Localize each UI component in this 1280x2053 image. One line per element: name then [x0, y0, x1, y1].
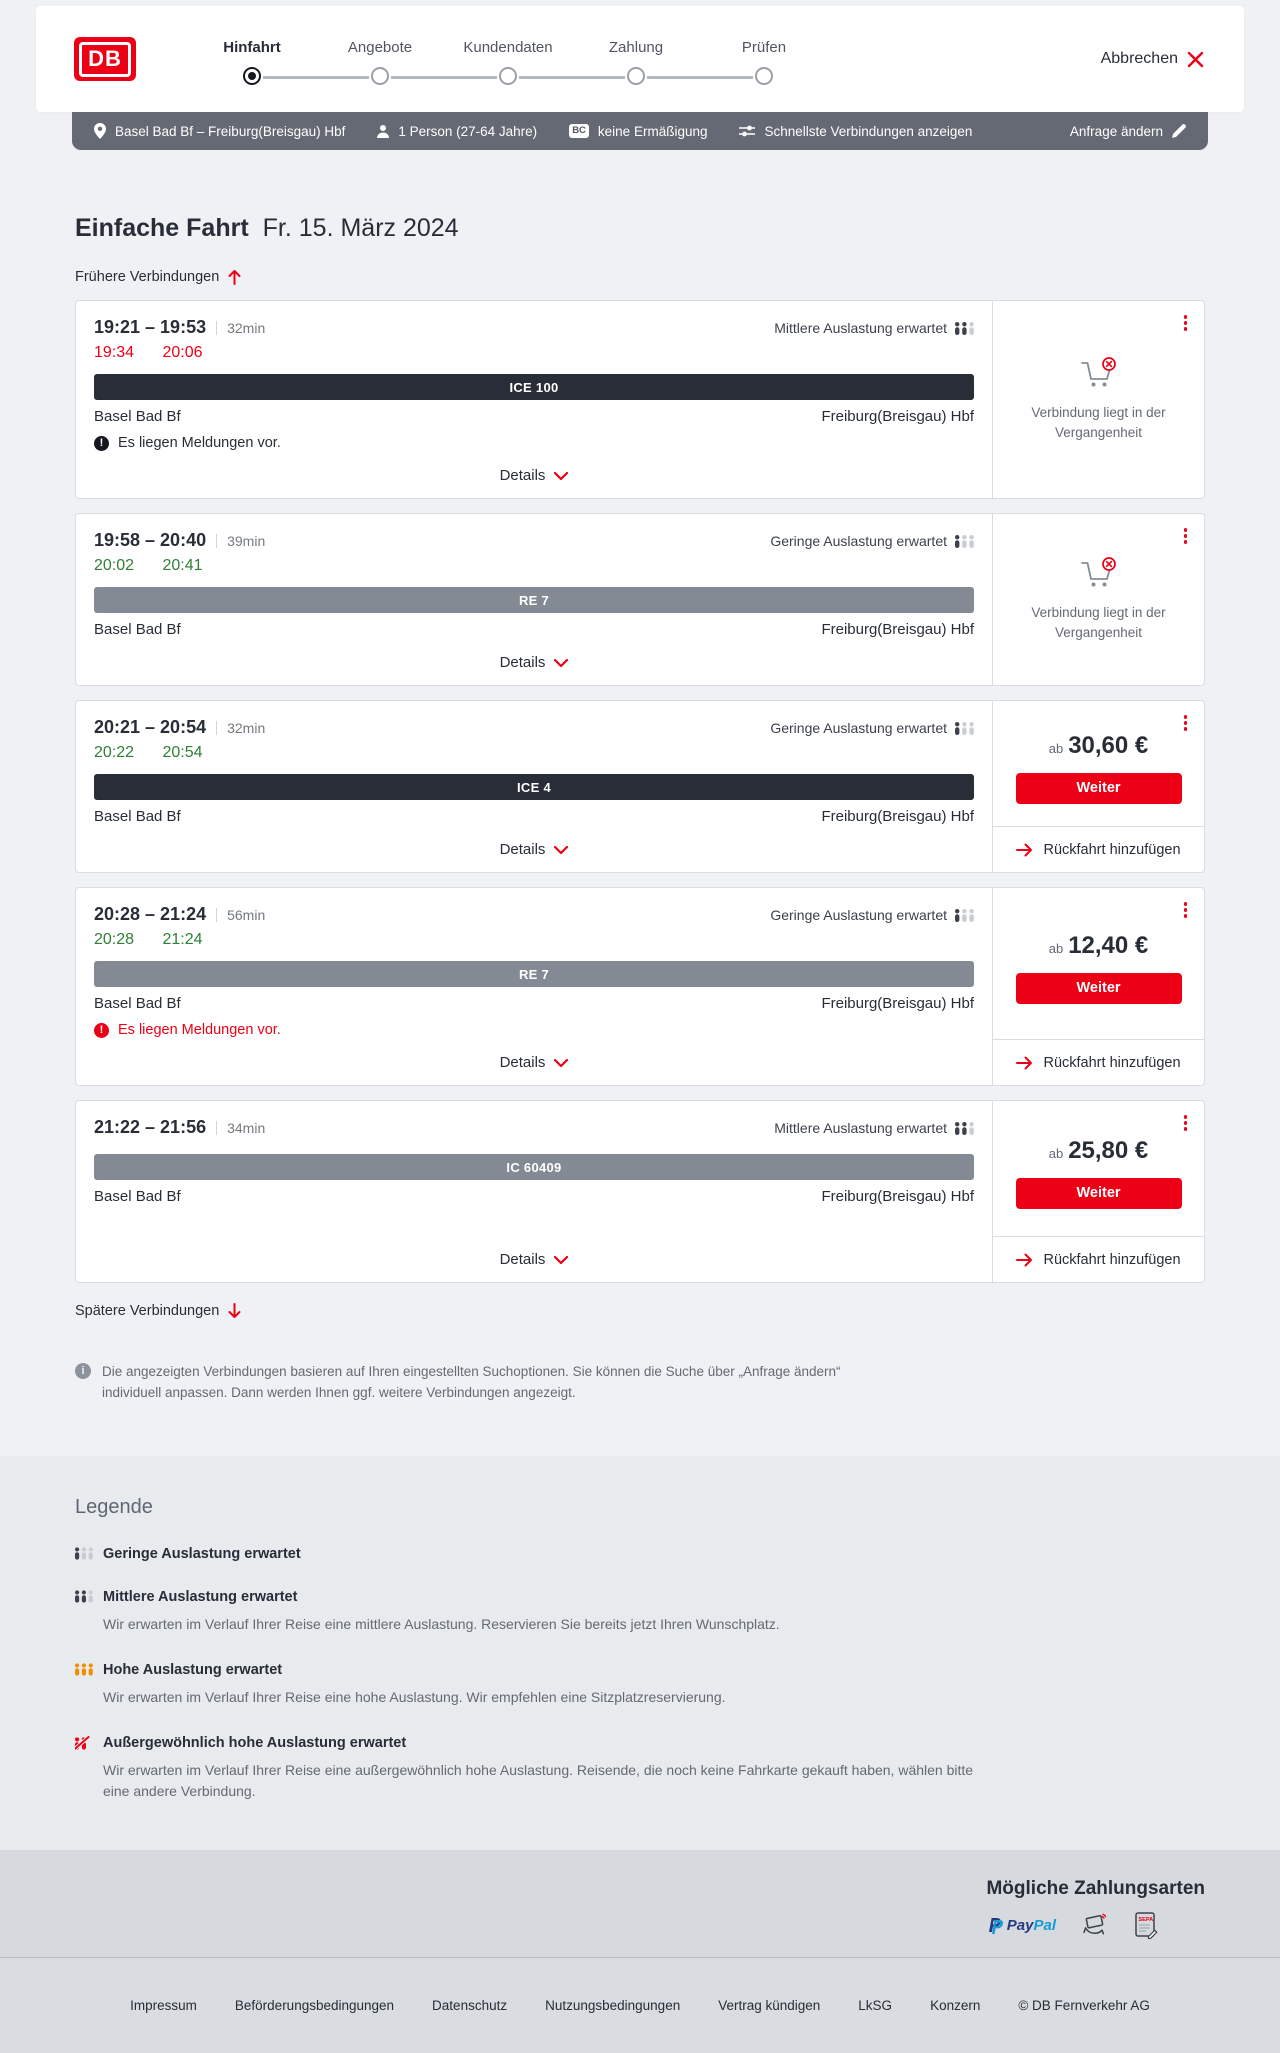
message-text: Es liegen Meldungen vor. — [118, 435, 281, 451]
chevron-down-icon — [554, 659, 568, 667]
past-connection-text: Verbindung liegt in der Vergangenheit — [1031, 604, 1166, 640]
add-return-label: Rückfahrt hinzufügen — [1043, 1054, 1181, 1071]
footer-link-nutzungsbedingungen[interactable]: Nutzungsbedingungen — [545, 1997, 681, 2013]
legend-label: Mittlere Auslastung erwartet — [103, 1588, 298, 1605]
chevron-down-icon — [554, 846, 568, 854]
occupancy-very-high-icon — [75, 1736, 93, 1750]
price-value: 12,40 € — [1068, 931, 1149, 959]
legend-description: Wir erwarten im Verlauf Ihrer Reise eine mittlere Auslastung. Reservieren Sie bereits jetzt Ihren Wunschplatz. — [103, 1615, 780, 1632]
add-return-button[interactable] — [993, 1236, 1204, 1282]
kebab-menu-button[interactable] — [1180, 898, 1192, 922]
legend-description: Wir erwarten im Verlauf Ihrer Reise eine außergewöhnlich hohe Auslastung. Reisende, die noch keine Fahrkarte gekauft haben, wählen bitte eine andere Verbindung. — [103, 1761, 974, 1799]
message-row — [94, 435, 974, 451]
price-value: 30,60 € — [1068, 731, 1149, 759]
step-label: Angebote — [347, 39, 413, 56]
origin-station: Basel Bad Bf — [94, 621, 181, 638]
details-button[interactable] — [500, 1251, 569, 1268]
step-label: Kundendaten — [463, 39, 553, 56]
occupancy-indicator — [770, 907, 974, 923]
legend-section — [0, 1456, 1280, 1850]
origin-station: Basel Bad Bf — [94, 808, 181, 825]
occupancy-high-icon — [75, 1663, 93, 1676]
offer-panel — [992, 701, 1204, 872]
details-button[interactable] — [500, 841, 569, 858]
booking-page — [0, 6, 1280, 2053]
train-label: IC 60409 — [506, 1159, 562, 1175]
alert-icon — [94, 1023, 109, 1038]
continue-button[interactable]: Weiter — [1016, 973, 1182, 1004]
bahncard-icon: BC — [569, 124, 589, 138]
legend-item-low — [75, 1546, 1205, 1562]
connection-card-4 — [75, 887, 1205, 1086]
stations — [94, 995, 974, 1012]
divider — [216, 908, 217, 922]
time-range: 19:21 – 19:53 — [94, 317, 207, 337]
trip-type: Einfache Fahrt — [75, 214, 249, 242]
origin-station: Basel Bad Bf — [94, 1188, 181, 1205]
bahncard-summary — [569, 124, 707, 139]
price-prefix: ab — [1048, 740, 1064, 756]
footer-link-datenschutz[interactable]: Datenschutz — [432, 1997, 508, 2013]
paypal-wordmark-pal: Pal — [1033, 1916, 1056, 1934]
destination-station: Freiburg(Breisgau) Hbf — [821, 408, 974, 425]
actual-arrival: 21:24 — [162, 931, 203, 948]
footer-link-konzern[interactable]: Konzern — [930, 1997, 981, 2013]
person-icon — [377, 125, 389, 138]
booking-stepper — [188, 33, 828, 85]
pencil-icon — [1172, 124, 1186, 138]
sepa-mandate-icon — [1135, 1912, 1159, 1939]
divider — [216, 321, 217, 335]
train-label: RE 7 — [518, 966, 550, 982]
add-return-label: Rückfahrt hinzufügen — [1043, 1251, 1181, 1268]
actual-departure: 19:34 — [94, 344, 135, 361]
price — [1049, 1137, 1149, 1165]
arrow-down-icon — [228, 1303, 241, 1319]
occupancy-label: Mittlere Auslastung erwartet — [774, 320, 947, 336]
legend-label: Außergewöhnlich hohe Auslastung erwartet — [103, 1734, 407, 1751]
train-label: RE 7 — [518, 592, 550, 608]
arrow-up-icon — [228, 269, 241, 285]
search-info-note — [75, 1362, 865, 1404]
connection-card-5 — [75, 1100, 1205, 1283]
legend-description: Wir erwarten im Verlauf Ihrer Reise eine hohe Auslastung. Wir empfehlen eine Sitzplatzreservierung. — [103, 1688, 726, 1705]
train-segment-bar[interactable] — [94, 774, 974, 800]
sort-text: Schnellste Verbindungen anzeigen — [764, 123, 973, 139]
legend-label: Geringe Auslastung erwartet — [103, 1545, 301, 1562]
occupancy-medium-icon — [955, 322, 974, 335]
cart-unavailable-icon — [1080, 357, 1118, 391]
footer-link-befoerderungsbedingungen[interactable]: Beförderungsbedingungen — [234, 1997, 395, 2013]
price-prefix: ab — [1048, 940, 1064, 956]
legend-title: Legende — [75, 1495, 153, 1518]
step-dot — [371, 67, 389, 85]
divider — [216, 1121, 217, 1135]
time-range: 20:28 – 21:24 — [94, 904, 207, 924]
train-segment-bar[interactable] — [94, 374, 974, 400]
step-label: Hinfahrt — [223, 39, 281, 56]
time-range: 20:21 – 20:54 — [94, 717, 207, 737]
credit-card-hand-icon — [1082, 1912, 1109, 1938]
destination-station: Freiburg(Breisgau) Hbf — [821, 995, 974, 1012]
info-text: Die angezeigten Verbindungen basieren auf Ihren eingestellten Suchoptionen. Sie können die Suche über „Anfrage ändern“ individuell anpassen. Dann werden Ihnen ggf. weitere Verbindungen angezeigt. — [102, 1364, 841, 1400]
origin-station: Basel Bad Bf — [94, 995, 181, 1012]
train-segment-bar[interactable] — [94, 587, 974, 613]
offer-panel-past — [992, 301, 1204, 498]
message-row — [94, 1022, 974, 1038]
search-summary-bar — [72, 112, 1208, 150]
sliders-icon — [739, 125, 755, 137]
duration: 32min — [227, 720, 266, 736]
realtime-times — [94, 931, 974, 949]
sort-summary — [739, 124, 972, 139]
connection-details — [76, 888, 992, 1085]
continue-button[interactable]: Weiter — [1016, 773, 1182, 804]
cancel-label: Abbrechen — [1100, 50, 1178, 67]
occupancy-label: Geringe Auslastung erwartet — [770, 720, 947, 736]
arrow-right-icon — [1016, 1056, 1033, 1070]
connection-details — [76, 301, 992, 498]
earlier-connections-button[interactable] — [75, 269, 241, 285]
details-label: Details — [499, 1251, 546, 1268]
page-title — [75, 214, 1205, 243]
occupancy-indicator — [774, 320, 974, 336]
destination-station: Freiburg(Breisgau) Hbf — [821, 1188, 974, 1205]
occupancy-indicator — [770, 533, 974, 549]
message-text: Es liegen Meldungen vor. — [118, 1022, 281, 1038]
legend-label: Hohe Auslastung erwartet — [103, 1661, 283, 1678]
edit-request-label: Anfrage ändern — [1069, 123, 1163, 139]
occupancy-low-icon — [75, 1547, 93, 1560]
route-summary — [94, 123, 345, 139]
duration: 56min — [227, 907, 266, 923]
actual-arrival: 20:41 — [162, 557, 203, 574]
details-label: Details — [499, 467, 546, 484]
arrow-right-icon — [1016, 843, 1033, 857]
connection-details — [76, 701, 992, 872]
earlier-connections-label: Frühere Verbindungen — [75, 269, 220, 285]
add-return-button[interactable] — [993, 1039, 1204, 1085]
occupancy-low-icon — [955, 722, 974, 735]
paypal-icon — [988, 1916, 1056, 1934]
footer-copyright: © DB Fernverkehr AG — [1018, 1997, 1150, 2013]
payment-section — [0, 1850, 1280, 1957]
actual-departure: 20:02 — [94, 557, 135, 574]
info-icon — [75, 1363, 91, 1379]
origin-station: Basel Bad Bf — [94, 408, 181, 425]
actual-arrival: 20:54 — [162, 744, 203, 761]
footer-link-impressum[interactable]: Impressum — [130, 1997, 197, 2013]
stations — [94, 408, 974, 425]
time-range: 21:22 – 21:56 — [94, 1117, 207, 1137]
price — [1049, 932, 1149, 960]
paypal-wordmark-pay: Pay — [1006, 1916, 1034, 1934]
db-logo[interactable] — [74, 37, 136, 81]
offer-panel — [992, 1101, 1204, 1282]
later-connections-button[interactable] — [75, 1303, 241, 1319]
paypal-pp-glyph — [988, 1916, 1003, 1934]
legend-item-medium — [75, 1589, 1205, 1635]
train-label: ICE 100 — [509, 379, 559, 395]
discount-text: keine Ermäßigung — [597, 123, 708, 139]
actual-departure: 20:28 — [94, 931, 135, 948]
destination-station: Freiburg(Breisgau) Hbf — [821, 808, 974, 825]
price-prefix: ab — [1048, 1145, 1064, 1161]
realtime-times — [94, 344, 974, 362]
realtime-times — [94, 744, 974, 762]
duration: 32min — [227, 320, 266, 336]
details-label: Details — [499, 841, 546, 858]
details-button[interactable] — [500, 1054, 569, 1071]
route-text: Basel Bad Bf – Freiburg(Breisgau) Hbf — [115, 123, 346, 139]
add-return-label: Rückfahrt hinzufügen — [1043, 841, 1181, 858]
arrow-right-icon — [1016, 1253, 1033, 1267]
actual-departure: 20:22 — [94, 744, 135, 761]
db-logo-text: DB — [79, 42, 131, 77]
occupancy-indicator — [770, 720, 974, 736]
divider — [216, 534, 217, 548]
train-label: ICE 4 — [516, 779, 551, 795]
chevron-down-icon — [554, 1059, 568, 1067]
details-button[interactable] — [500, 467, 569, 484]
details-label: Details — [499, 654, 546, 671]
kebab-menu-button[interactable] — [1180, 524, 1192, 548]
cancel-button[interactable] — [1101, 50, 1204, 68]
step-label: Prüfen — [741, 39, 787, 56]
sepa-label: SEPA — [1138, 1916, 1154, 1923]
past-connection-text: Verbindung liegt in der Vergangenheit — [1031, 404, 1166, 440]
offer-panel — [992, 888, 1204, 1085]
cart-unavailable-icon — [1080, 557, 1118, 591]
trip-date: Fr. 15. März 2024 — [262, 214, 459, 242]
divider — [216, 721, 217, 735]
price-value: 25,80 € — [1068, 1136, 1149, 1164]
occupancy-indicator — [774, 1120, 974, 1136]
step-dot — [755, 67, 773, 85]
stations — [94, 808, 974, 825]
edit-request-button[interactable] — [1070, 124, 1186, 139]
legend-item-high — [75, 1662, 1205, 1708]
later-connections-label: Spätere Verbindungen — [75, 1303, 220, 1319]
occupancy-label: Mittlere Auslastung erwartet — [774, 1120, 947, 1136]
alert-icon — [94, 436, 109, 451]
occupancy-label: Geringe Auslastung erwartet — [770, 533, 947, 549]
connection-details — [76, 514, 992, 685]
chevron-down-icon — [554, 472, 568, 480]
footer-link-vertrag-kuendigen[interactable]: Vertrag kündigen — [718, 1997, 821, 2013]
occupancy-low-icon — [955, 909, 974, 922]
train-segment-bar[interactable] — [94, 1154, 974, 1180]
connection-card-1 — [75, 300, 1205, 499]
step-label: Zahlung — [608, 39, 664, 56]
occupancy-medium-icon — [75, 1590, 93, 1603]
footer — [0, 1957, 1280, 2053]
kebab-menu-button[interactable] — [1180, 1111, 1192, 1135]
close-icon — [1187, 51, 1204, 68]
time-range: 19:58 – 20:40 — [94, 530, 207, 550]
results-content — [0, 150, 1280, 1456]
connection-card-3 — [75, 700, 1205, 873]
details-label: Details — [499, 1054, 546, 1071]
occupancy-medium-icon — [955, 1122, 974, 1135]
connection-details — [76, 1101, 992, 1282]
destination-station: Freiburg(Breisgau) Hbf — [821, 621, 974, 638]
stations — [94, 1188, 974, 1205]
passenger-text: 1 Person (27-64 Jahre) — [398, 123, 538, 139]
payment-title: Mögliche Zahlungsarten — [986, 1877, 1205, 1899]
legend-item-very-high — [75, 1735, 1205, 1802]
connection-card-2 — [75, 513, 1205, 686]
duration: 39min — [227, 533, 266, 549]
stations — [94, 621, 974, 638]
continue-button[interactable]: Weiter — [1016, 1178, 1182, 1209]
chevron-down-icon — [554, 1256, 568, 1264]
kebab-menu-button[interactable] — [1180, 711, 1192, 735]
step-dot — [499, 67, 517, 85]
step-dot-active — [243, 67, 261, 85]
kebab-menu-button[interactable] — [1180, 311, 1192, 335]
payment-methods — [988, 1912, 1159, 1939]
add-return-button[interactable] — [993, 826, 1204, 872]
offer-panel-past — [992, 514, 1204, 685]
actual-arrival: 20:06 — [162, 344, 203, 361]
passenger-summary — [377, 124, 537, 139]
realtime-times — [94, 557, 974, 575]
header — [36, 6, 1244, 112]
step-hinfahrt[interactable] — [188, 39, 316, 85]
step-dot — [627, 67, 645, 85]
occupancy-low-icon — [955, 535, 974, 548]
footer-link-lksg[interactable]: LkSG — [858, 1997, 893, 2013]
details-button[interactable] — [500, 654, 569, 671]
duration: 34min — [227, 1120, 266, 1136]
train-segment-bar[interactable] — [94, 961, 974, 987]
occupancy-label: Geringe Auslastung erwartet — [770, 907, 947, 923]
location-pin-icon — [94, 123, 106, 139]
price — [1049, 732, 1149, 760]
